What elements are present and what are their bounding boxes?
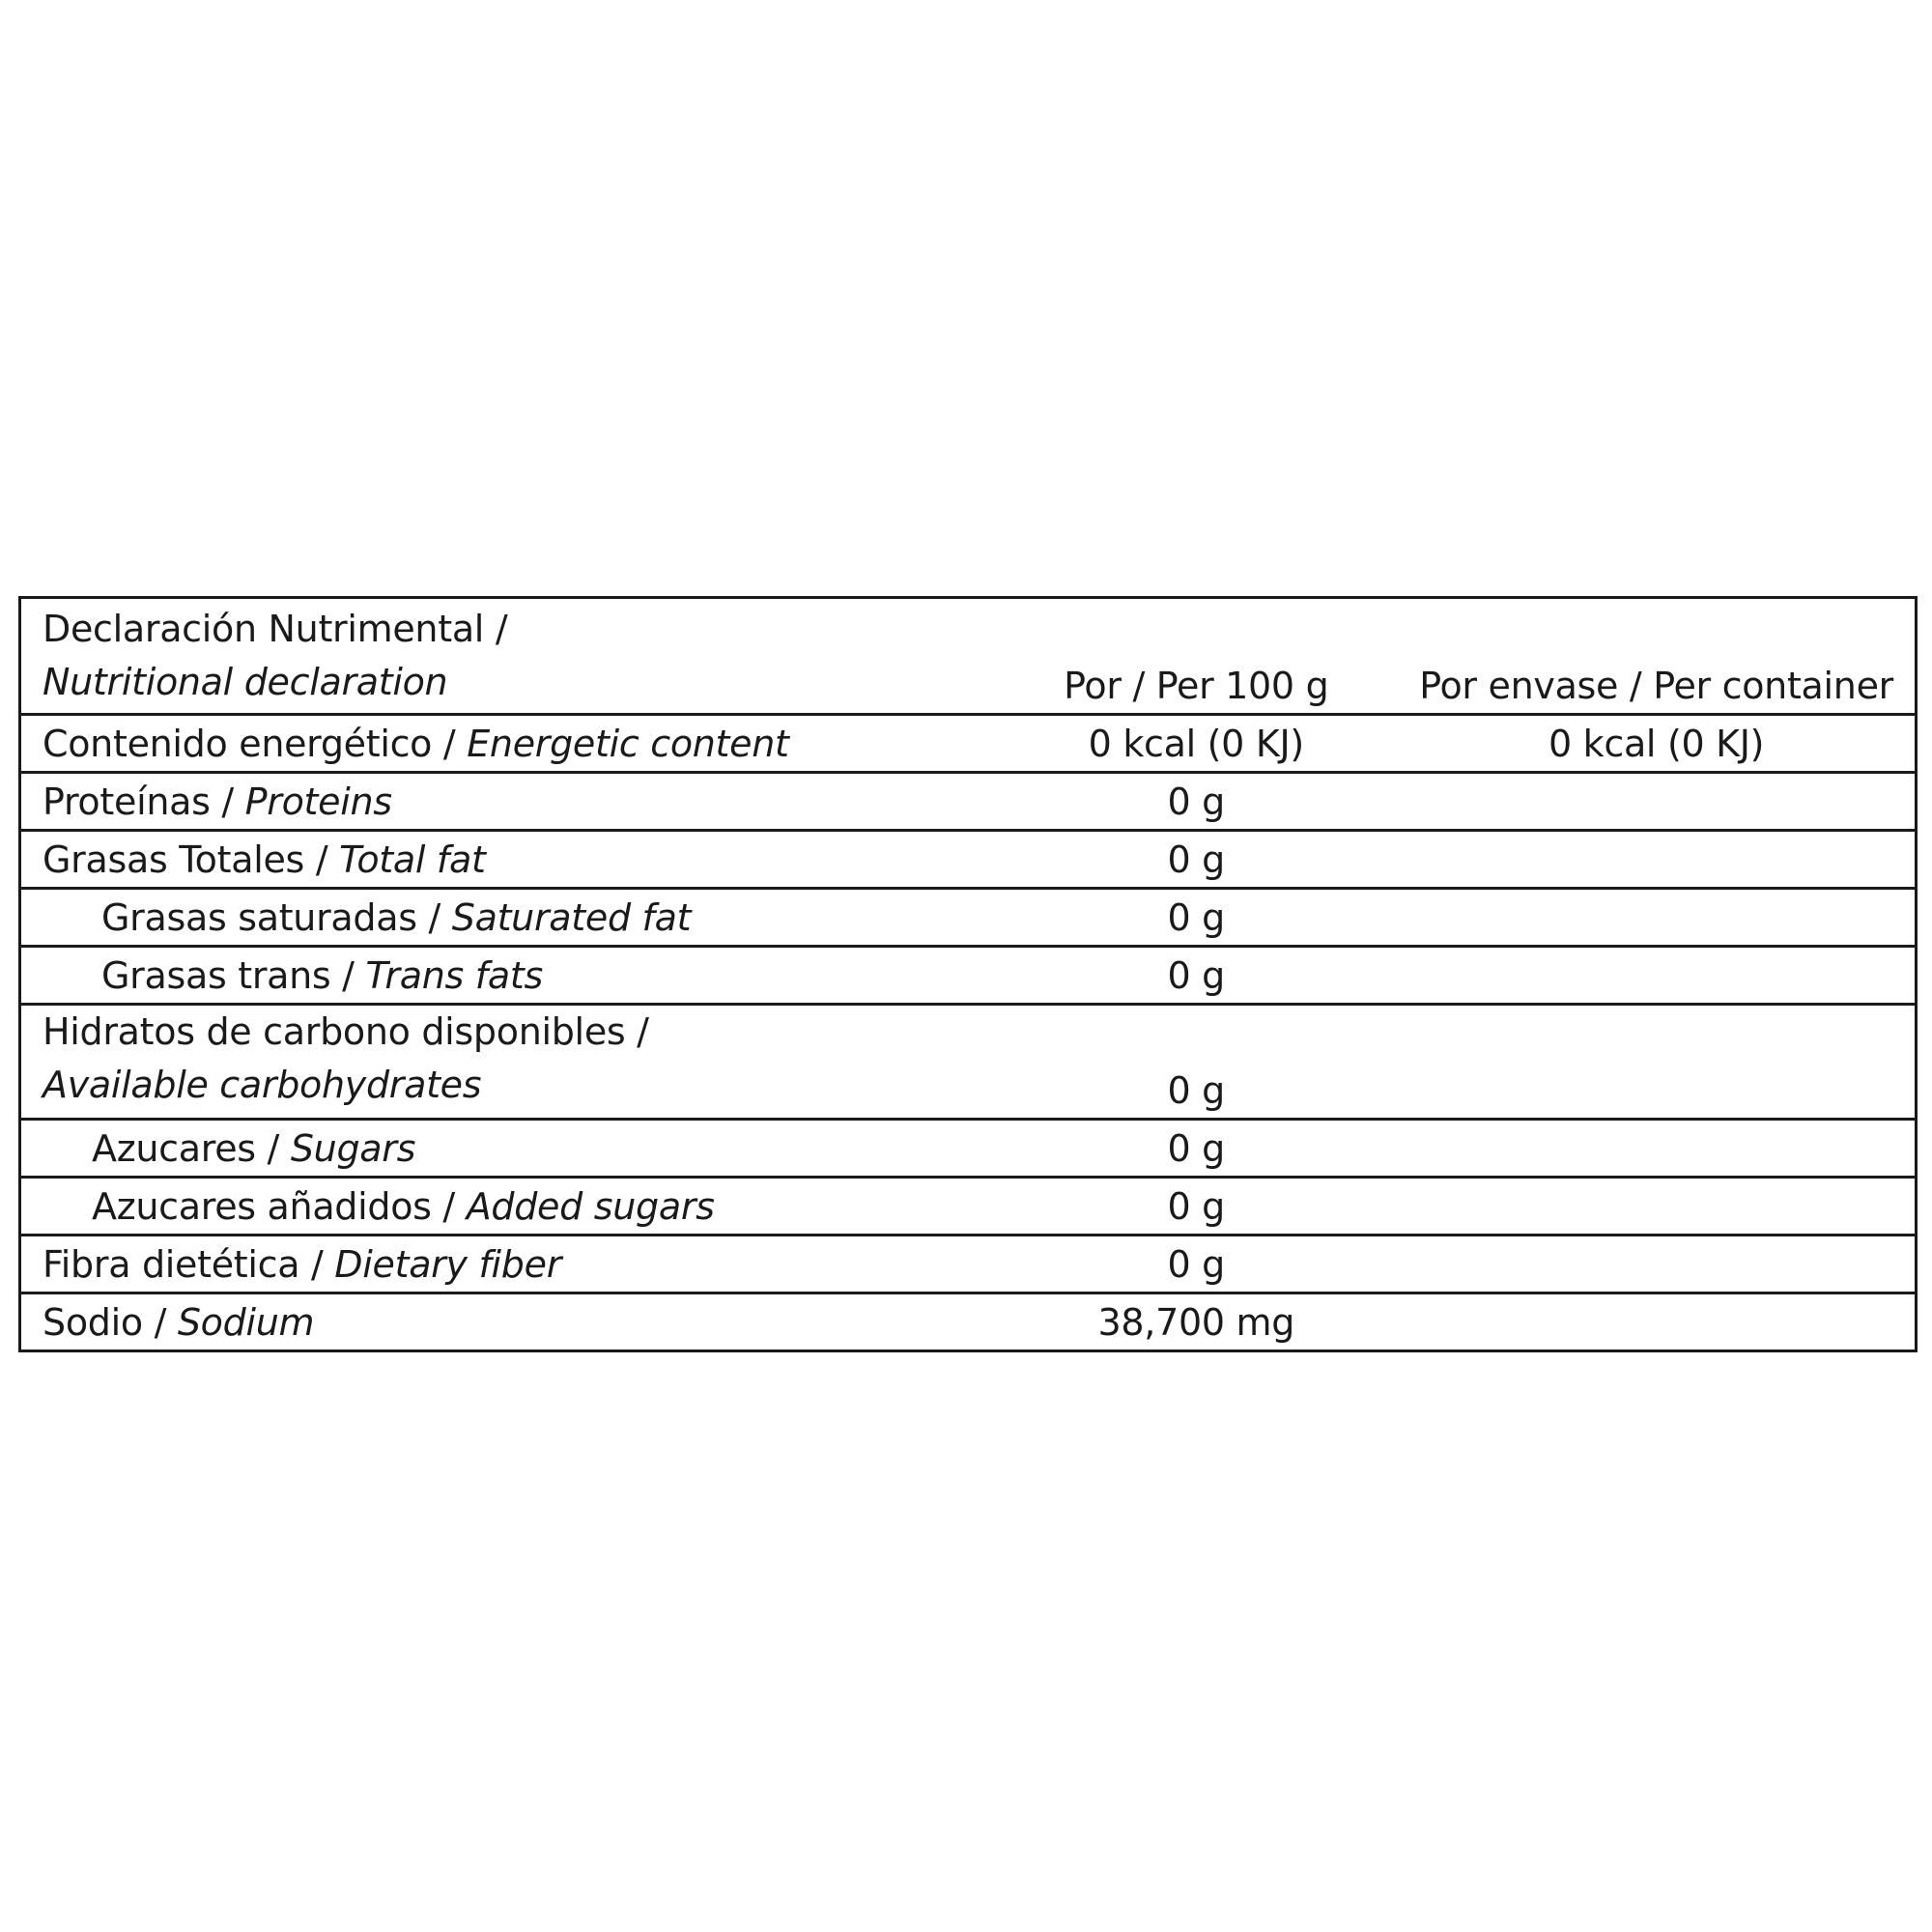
value-per-container bbox=[1398, 831, 1916, 889]
nutrition-table bbox=[18, 596, 1918, 1352]
value-per100: 38,700 mg bbox=[1097, 1300, 1295, 1344]
nutrient-label bbox=[20, 1293, 995, 1351]
value-per-container bbox=[1398, 1236, 1916, 1293]
table-row bbox=[20, 1293, 1917, 1351]
nutrient-label bbox=[20, 1178, 995, 1236]
value-per100: 0 g bbox=[994, 1236, 1398, 1293]
header-per100: Por / Per 100 g bbox=[994, 598, 1398, 715]
table-row bbox=[20, 889, 1917, 947]
nutrient-label bbox=[20, 831, 995, 889]
nutrient-label-en: Sugars bbox=[290, 1126, 416, 1170]
nutrient-label bbox=[20, 1005, 995, 1120]
nutrient-label-es: Grasas Totales / bbox=[43, 838, 340, 881]
nutrient-label-en: Total fat bbox=[339, 838, 486, 881]
value-per100: 0 g bbox=[994, 831, 1398, 889]
nutrient-label bbox=[20, 773, 995, 831]
value-per100: 0 g bbox=[994, 773, 1398, 831]
nutrient-label-es: Proteínas / bbox=[43, 780, 245, 823]
nutrient-label-en: Sodium bbox=[177, 1300, 315, 1344]
nutrient-label-es: Azucares / bbox=[92, 1126, 291, 1170]
table-row bbox=[20, 1120, 1917, 1178]
value-per100: 0 g bbox=[994, 1120, 1398, 1178]
nutrient-label-es: Fibra dietética / bbox=[43, 1242, 335, 1286]
table-row bbox=[20, 831, 1917, 889]
nutrient-label bbox=[20, 1236, 995, 1293]
nutrient-label-es: Grasas trans / bbox=[101, 953, 366, 997]
value-per100: 0 kcal (0 KJ) bbox=[994, 715, 1398, 773]
value-per-container bbox=[1398, 1005, 1916, 1120]
nutrient-label bbox=[20, 947, 995, 1005]
header-label-en: Nutritional declaration bbox=[43, 661, 448, 703]
nutrient-label-es: Hidratos de carbono disponibles / bbox=[43, 1010, 649, 1053]
value-per-container bbox=[1398, 1120, 1916, 1178]
table-row bbox=[20, 1236, 1917, 1293]
nutrient-label-es: Contenido energético / bbox=[43, 722, 468, 765]
value-per-container bbox=[1398, 773, 1916, 831]
table-row bbox=[20, 715, 1917, 773]
value-per-container bbox=[1398, 947, 1916, 1005]
nutrient-label bbox=[20, 889, 995, 947]
value-per-container bbox=[1398, 1293, 1916, 1351]
value-per-container: 0 kcal (0 KJ) bbox=[1398, 715, 1916, 773]
table-row bbox=[20, 1178, 1917, 1236]
nutrient-label-en: Available carbohydrates bbox=[43, 1064, 482, 1106]
table-row bbox=[20, 773, 1917, 831]
nutrient-label bbox=[20, 715, 995, 773]
nutrient-label-es: Azucares añadidos / bbox=[92, 1184, 467, 1228]
table-header-row bbox=[20, 598, 1917, 715]
nutrient-label-es: Sodio / bbox=[43, 1300, 178, 1344]
nutrient-label-en: Proteins bbox=[244, 780, 392, 823]
nutrient-label bbox=[20, 1120, 995, 1178]
nutrient-label-es: Grasas saturadas / bbox=[101, 895, 452, 939]
value-per-container bbox=[1398, 1178, 1916, 1236]
value-per100: 0 g bbox=[994, 889, 1398, 947]
header-label-es: Declaración Nutrimental / bbox=[43, 608, 508, 650]
value-per100: 0 g bbox=[994, 1178, 1398, 1236]
value-per-container bbox=[1398, 889, 1916, 947]
nutrient-label-en: Saturated fat bbox=[451, 895, 692, 939]
nutrient-label-en: Energetic content bbox=[467, 722, 789, 765]
header-label-cell bbox=[20, 598, 995, 715]
value-per100: 0 g bbox=[994, 1005, 1398, 1120]
nutrient-label-en: Dietary fiber bbox=[334, 1242, 562, 1286]
nutrient-label-en: Trans fats bbox=[365, 953, 543, 997]
nutrient-label-en: Added sugars bbox=[466, 1184, 715, 1228]
table-row bbox=[20, 947, 1917, 1005]
value-per100: 0 g bbox=[994, 947, 1398, 1005]
table-row bbox=[20, 1005, 1917, 1120]
header-per-container: Por envase / Per container bbox=[1398, 598, 1916, 715]
